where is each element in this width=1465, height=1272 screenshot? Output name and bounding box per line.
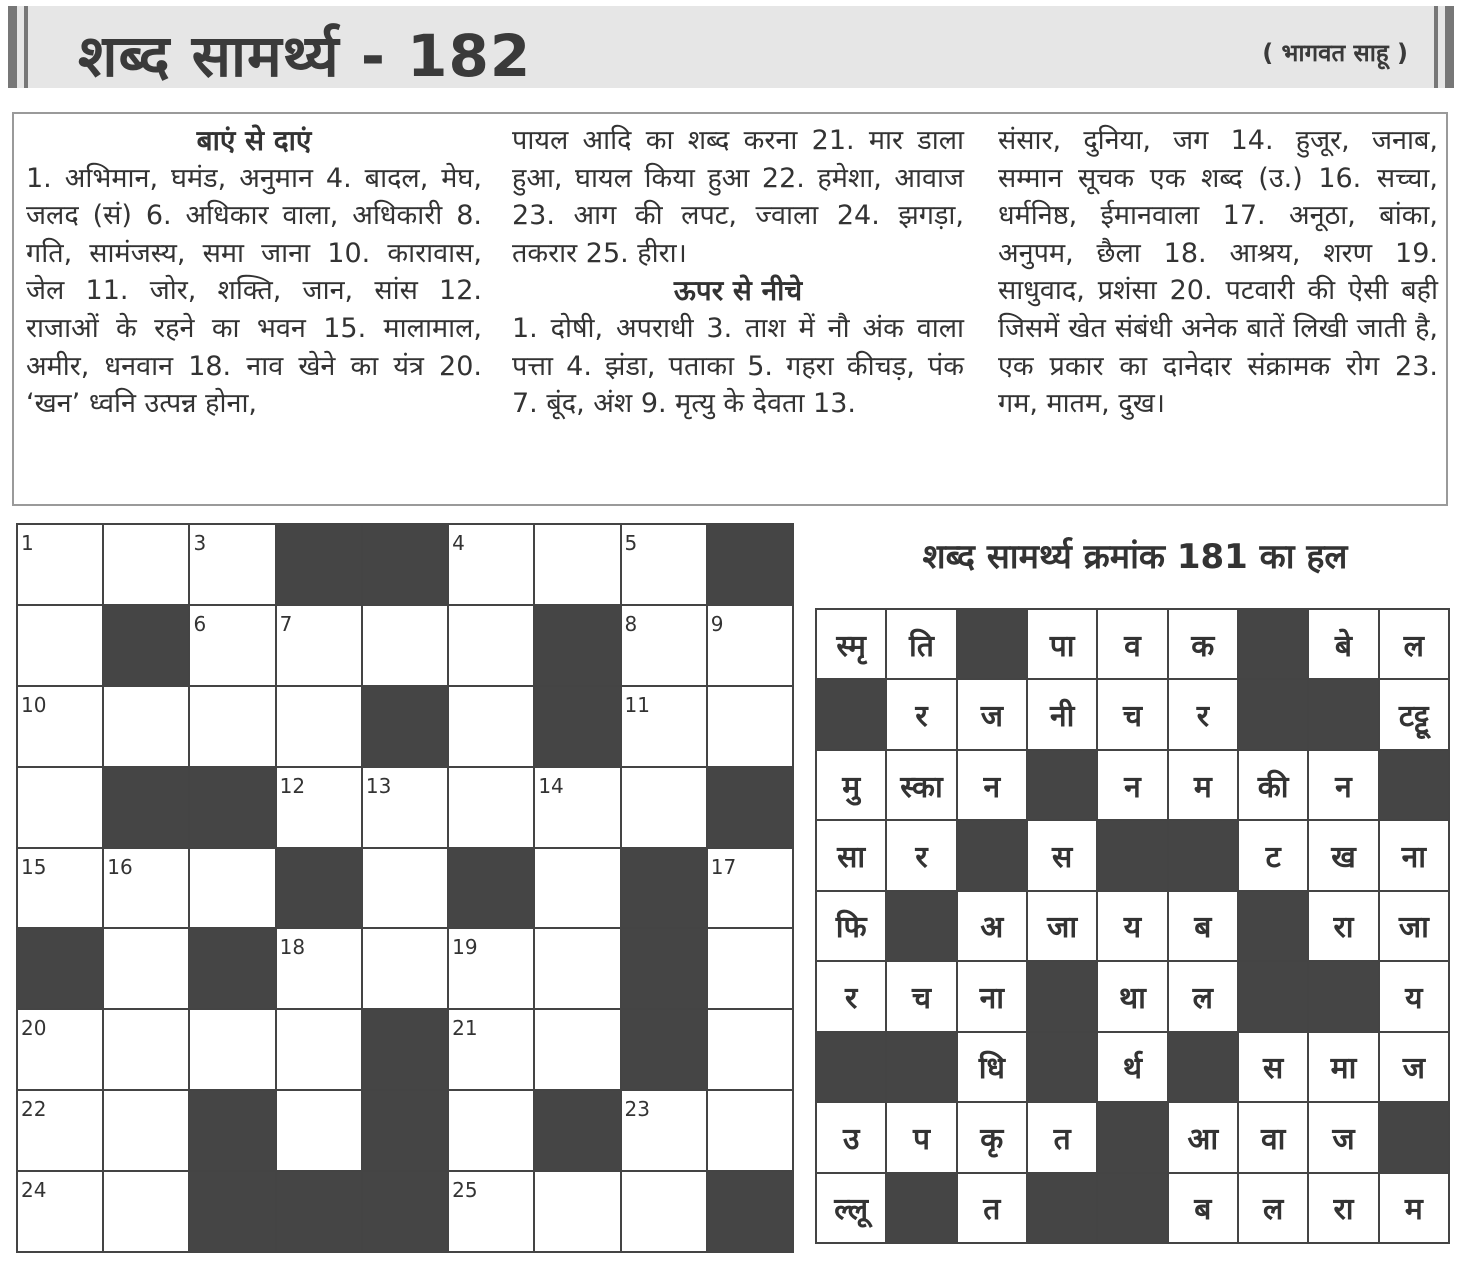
solution-cell: त xyxy=(958,1174,1026,1242)
clue-number: 14 xyxy=(538,773,564,798)
grid-cell[interactable] xyxy=(535,525,619,604)
solution-cell: वा xyxy=(1239,1103,1307,1171)
grid-cell[interactable] xyxy=(190,525,274,604)
grid-cell[interactable] xyxy=(277,606,361,685)
grid-cell[interactable] xyxy=(104,1091,188,1170)
solution-cell: क xyxy=(1169,610,1237,678)
grid-cell[interactable] xyxy=(535,1172,619,1251)
down-heading: ऊपर से नीचे xyxy=(673,274,803,308)
black-cell xyxy=(104,606,188,685)
grid-cell[interactable] xyxy=(708,606,792,685)
grid-cell[interactable] xyxy=(449,1091,533,1170)
solution-cell: ल xyxy=(1169,962,1237,1030)
solution-cell: स xyxy=(1239,1033,1307,1101)
clue-number: 19 xyxy=(452,935,478,960)
black-cell xyxy=(535,687,619,766)
solution-cell: जा xyxy=(1028,892,1096,960)
solution-black-cell xyxy=(887,1174,955,1242)
grid-cell[interactable] xyxy=(535,768,619,847)
grid-cell[interactable] xyxy=(190,1010,274,1089)
clue-number: 17 xyxy=(710,854,737,879)
solution-cell: ट xyxy=(1239,821,1307,889)
black-cell xyxy=(363,1172,447,1251)
solution-cell: स्मृ xyxy=(817,610,885,678)
solution-black-cell xyxy=(1239,892,1307,960)
right-rule xyxy=(1445,6,1454,88)
solution-cell: धि xyxy=(958,1033,1026,1101)
clue-number: 24 xyxy=(21,1178,47,1203)
black-cell xyxy=(190,929,274,1008)
solution-cell: र्थ xyxy=(1098,1033,1166,1101)
grid-cell[interactable] xyxy=(18,606,102,685)
solution-cell: कृ xyxy=(958,1103,1026,1171)
solution-cell: ज xyxy=(1309,1103,1377,1171)
clue-number: 10 xyxy=(21,692,47,717)
solution-black-cell xyxy=(1239,610,1307,678)
solution-black-cell xyxy=(887,1033,955,1101)
solution-black-cell xyxy=(1309,680,1377,748)
across-clues-part-1: 1. अभिमान, घमंड, अनुमान 4. बादल, मेघ, जलद (सं) 6. अधिकार वाला, अधिकारी 8. गति, सामंजस्य, समा जाना 10. कारावास, जेल 11. जोर, शक्ति, जान, सांस 12. राजाओं के रहने का भवन 15. मालामाल, अमीर, धनवान 18. नाव खेने का यंत्र 20. ‘खन’ ध्वनि उत्पन्न होना, xyxy=(26,162,482,420)
solution-cell: च xyxy=(1098,680,1166,748)
grid-cell[interactable] xyxy=(277,1010,361,1089)
clues-column-2 xyxy=(512,122,964,423)
clue-number: 12 xyxy=(279,773,306,798)
page-title: शब्द सामर्थ्य - 182 xyxy=(78,22,532,90)
grid-cell[interactable] xyxy=(277,687,361,766)
grid-cell[interactable] xyxy=(449,525,533,604)
grid-cell[interactable] xyxy=(104,849,188,928)
grid-cell[interactable] xyxy=(622,1091,706,1170)
clues-box xyxy=(12,112,1448,506)
crossword-grid xyxy=(16,523,794,1253)
left-rule-thin xyxy=(24,6,28,88)
black-cell xyxy=(535,1091,619,1170)
grid-cell[interactable] xyxy=(18,1172,102,1251)
black-cell xyxy=(277,849,361,928)
black-cell xyxy=(449,849,533,928)
solution-cell: अ xyxy=(958,892,1026,960)
black-cell xyxy=(622,849,706,928)
clues-column-1 xyxy=(26,122,482,423)
clue-number: 11 xyxy=(624,692,650,717)
grid-cell[interactable] xyxy=(18,768,102,847)
black-cell xyxy=(190,768,274,847)
solution-black-cell xyxy=(1028,751,1096,819)
solution-black-cell xyxy=(817,1033,885,1101)
solution-cell: ना xyxy=(1380,821,1448,889)
grid-cell[interactable] xyxy=(708,1091,792,1170)
black-cell xyxy=(190,1172,274,1251)
black-cell xyxy=(708,525,792,604)
grid-cell[interactable] xyxy=(622,606,706,685)
solution-black-cell xyxy=(887,892,955,960)
solution-cell: न xyxy=(1098,751,1166,819)
clue-number: 15 xyxy=(21,854,47,879)
solution-cell: ज xyxy=(958,680,1026,748)
solution-black-cell xyxy=(1309,962,1377,1030)
solution-cell: की xyxy=(1239,751,1307,819)
grid-cell[interactable] xyxy=(104,1172,188,1251)
grid-cell[interactable] xyxy=(449,1172,533,1251)
solution-title: शब्द सामर्थ्य क्रमांक 181 का हल xyxy=(922,537,1348,577)
solution-cell: ख xyxy=(1309,821,1377,889)
solution-cell: य xyxy=(1380,962,1448,1030)
black-cell xyxy=(708,1172,792,1251)
grid-cell[interactable] xyxy=(708,929,792,1008)
grid-cell[interactable] xyxy=(363,929,447,1008)
grid-cell[interactable] xyxy=(535,849,619,928)
grid-cell[interactable] xyxy=(363,606,447,685)
across-clues-part-2: पायल आदि का शब्द करना 21. मार डाला हुआ, घायल किया हुआ 22. हमेशा, आवाज 23. आग की लपट, ज्वाला 24. झगड़ा, तकरार 25. हीरा। xyxy=(512,125,964,269)
black-cell xyxy=(277,525,361,604)
solution-cell: प xyxy=(887,1103,955,1171)
grid-cell[interactable] xyxy=(190,606,274,685)
solution-black-cell xyxy=(817,680,885,748)
solution-black-cell xyxy=(1239,680,1307,748)
solution-cell: स xyxy=(1028,821,1096,889)
grid-cell[interactable] xyxy=(708,849,792,928)
solution-cell: य xyxy=(1098,892,1166,960)
grid-cell[interactable] xyxy=(449,768,533,847)
solution-black-cell xyxy=(1098,821,1166,889)
solution-black-cell xyxy=(1169,821,1237,889)
solution-cell: म xyxy=(1169,751,1237,819)
grid-cell[interactable] xyxy=(18,849,102,928)
solution-cell: ज xyxy=(1380,1033,1448,1101)
grid-cell[interactable] xyxy=(622,768,706,847)
solution-cell: व xyxy=(1098,610,1166,678)
black-cell xyxy=(18,929,102,1008)
grid-cell[interactable] xyxy=(535,1010,619,1089)
right-rule-thin xyxy=(1434,6,1438,88)
grid-cell[interactable] xyxy=(622,1172,706,1251)
solution-grid xyxy=(815,608,1450,1244)
solution-black-cell xyxy=(1028,1033,1096,1101)
black-cell xyxy=(363,1091,447,1170)
solution-black-cell xyxy=(1169,1033,1237,1101)
grid-cell[interactable] xyxy=(708,687,792,766)
solution-cell: ब xyxy=(1169,1174,1237,1242)
solution-cell: ब xyxy=(1169,892,1237,960)
solution-black-cell xyxy=(1239,962,1307,1030)
grid-cell[interactable] xyxy=(708,1010,792,1089)
grid-cell[interactable] xyxy=(449,687,533,766)
black-cell xyxy=(363,687,447,766)
clue-number: 8 xyxy=(624,611,638,636)
clue-number: 4 xyxy=(452,531,465,555)
solution-cell: म xyxy=(1380,1174,1448,1242)
solution-cell: फि xyxy=(817,892,885,960)
solution-cell: न xyxy=(1309,751,1377,819)
grid-cell[interactable] xyxy=(449,606,533,685)
black-cell xyxy=(190,1091,274,1170)
solution-black-cell xyxy=(1380,1103,1448,1171)
grid-cell[interactable] xyxy=(449,929,533,1008)
grid-cell[interactable] xyxy=(104,525,188,604)
grid-cell[interactable] xyxy=(104,687,188,766)
clue-number: 20 xyxy=(21,1016,47,1041)
solution-cell: जा xyxy=(1380,892,1448,960)
black-cell xyxy=(708,768,792,847)
grid-cell[interactable] xyxy=(104,929,188,1008)
solution-black-cell xyxy=(1098,1174,1166,1242)
solution-cell: मा xyxy=(1309,1033,1377,1101)
black-cell xyxy=(363,1010,447,1089)
grid-cell[interactable] xyxy=(18,525,102,604)
grid-cell[interactable] xyxy=(277,929,361,1008)
down-clues-part-2: संसार, दुनिया, जग 14. हुजूर, जनाब, सम्मान सूचक एक शब्द (उ.) 16. सच्चा, धर्मनिष्ठ, ईमानवाला 17. अनूठा, बांका, अनुपम, छैला 18. आश्रय, शरण 19. साधुवाद, प्रशंसा 20. पटवारी की ऐसी बही जिसमें खेत संबंधी अनेक बातें लिखी जाती है, एक प्रकार का दानेदार संक्रामक रोग 23. गम, मातम, दुख। xyxy=(998,125,1438,420)
header-banner xyxy=(8,6,1454,88)
grid-cell[interactable] xyxy=(190,849,274,928)
clue-number: 18 xyxy=(279,935,306,960)
grid-cell[interactable] xyxy=(18,1091,102,1170)
solution-black-cell xyxy=(1028,962,1096,1030)
grid-cell[interactable] xyxy=(277,768,361,847)
clues-column-3 xyxy=(998,122,1438,423)
clue-number: 7 xyxy=(279,611,293,636)
grid-cell[interactable] xyxy=(104,1010,188,1089)
solution-cell: ल xyxy=(1380,610,1448,678)
solution-cell: टट्टू xyxy=(1380,680,1448,748)
solution-cell: उ xyxy=(817,1103,885,1171)
clue-number: 5 xyxy=(624,531,638,555)
clue-number: 9 xyxy=(710,611,724,636)
solution-cell: र xyxy=(887,821,955,889)
grid-cell[interactable] xyxy=(363,849,447,928)
clue-number: 23 xyxy=(624,1097,650,1122)
grid-cell[interactable] xyxy=(277,1091,361,1170)
grid-cell[interactable] xyxy=(190,687,274,766)
black-cell xyxy=(622,929,706,1008)
solution-black-cell xyxy=(1028,1174,1096,1242)
solution-cell: स्का xyxy=(887,751,955,819)
black-cell xyxy=(277,1172,361,1251)
solution-cell: ना xyxy=(958,962,1026,1030)
clue-number: 1 xyxy=(21,531,34,555)
down-clues-part-1: 1. दोषी, अपराधी 3. ताश में नौ अंक वाला पत्ता 4. झंडा, पताका 5. गहरा कीचड़, पंक 7. बूंद, अंश 9. मृत्यु के देवता 13. xyxy=(512,312,964,420)
solution-cell: ल्लू xyxy=(817,1174,885,1242)
grid-cell[interactable] xyxy=(363,768,447,847)
grid-cell[interactable] xyxy=(449,1010,533,1089)
across-heading: बाएं से दाएं xyxy=(196,124,312,157)
clue-number: 21 xyxy=(452,1016,478,1041)
grid-cell[interactable] xyxy=(18,687,102,766)
solution-cell: रा xyxy=(1309,892,1377,960)
solution-cell: ल xyxy=(1239,1174,1307,1242)
solution-cell: आ xyxy=(1169,1103,1237,1171)
solution-cell: र xyxy=(887,680,955,748)
clue-number: 25 xyxy=(452,1178,478,1203)
author-credit: ( भागवत साहू ) xyxy=(1262,39,1408,67)
black-cell xyxy=(363,525,447,604)
solution-cell: सा xyxy=(817,821,885,889)
solution-cell: र xyxy=(1169,680,1237,748)
clue-number: 22 xyxy=(21,1097,47,1122)
solution-black-cell xyxy=(1380,751,1448,819)
clue-number: 16 xyxy=(107,854,133,879)
grid-cell[interactable] xyxy=(18,1010,102,1089)
solution-cell: त xyxy=(1028,1103,1096,1171)
grid-cell[interactable] xyxy=(622,525,706,604)
solution-cell: न xyxy=(958,751,1026,819)
solution-cell: बे xyxy=(1309,610,1377,678)
solution-cell: मु xyxy=(817,751,885,819)
solution-black-cell xyxy=(1098,1103,1166,1171)
solution-cell: पा xyxy=(1028,610,1096,678)
grid-cell[interactable] xyxy=(535,929,619,1008)
black-cell xyxy=(535,606,619,685)
solution-cell: रा xyxy=(1309,1174,1377,1242)
left-rule xyxy=(8,6,17,88)
clue-number: 3 xyxy=(193,531,207,555)
solution-black-cell xyxy=(958,610,1026,678)
black-cell xyxy=(622,1010,706,1089)
solution-cell: र xyxy=(817,962,885,1030)
clue-number: 13 xyxy=(365,773,392,798)
solution-cell: ति xyxy=(887,610,955,678)
clue-number: 6 xyxy=(193,611,207,636)
solution-cell: च xyxy=(887,962,955,1030)
black-cell xyxy=(104,768,188,847)
grid-cell[interactable] xyxy=(622,687,706,766)
solution-cell: था xyxy=(1098,962,1166,1030)
solution-black-cell xyxy=(958,821,1026,889)
solution-cell: नी xyxy=(1028,680,1096,748)
